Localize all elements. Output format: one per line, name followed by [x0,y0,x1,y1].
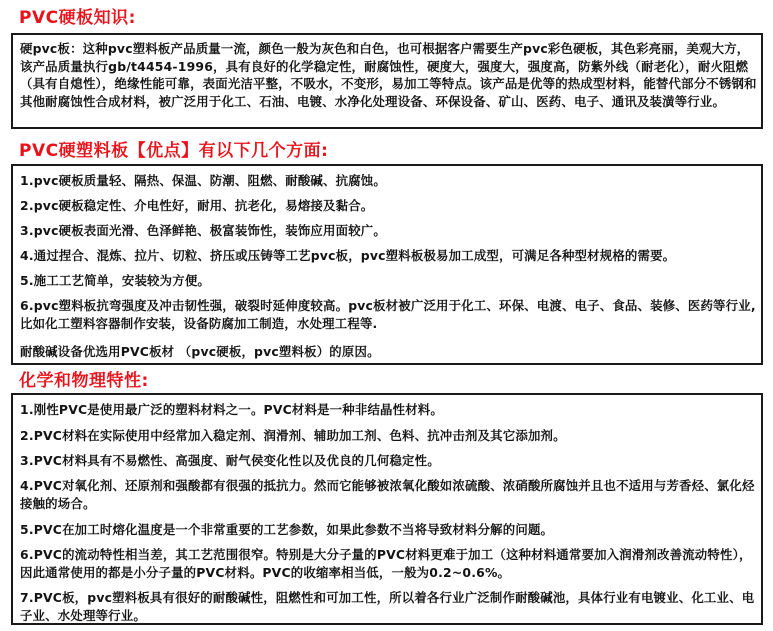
section-title-advantages: PVC硬塑料板【优点】有以下几个方面: [19,141,329,161]
property-item-5: 5.PVC在加工时熔化温度是一个非常重要的工艺参数，如果此参数不当将导致材料分解的问题。 [20,522,554,537]
advantage-item-4: 4.通过捏合、混炼、拉片、切粒、挤压或压铸等工艺pvc板，pvc塑料板极易加工成型，可满足各种型材规格的需要。 [20,248,676,263]
advantage-item-5: 5.施工工艺简单，安装较为方便。 [20,273,210,288]
advantages-footer: 耐酸碱设备优选用PVC板材 （pvc硬板，pvc塑料板）的原因。 [20,344,380,359]
property-item-3: 3.PVC材料具有不易燃性、高强度、耐气侯变化性以及优良的几何稳定性。 [20,453,440,468]
advantage-item-3: 3.pvc硬板表面光滑、色泽鲜艳、极富装饰性，装饰应用面较广。 [20,223,386,238]
pvc-knowledge-paragraph: 硬pvc板：这种pvc塑料板产品质量一流，颜色一般为灰色和白色，也可根据客户需要生产pvc彩色硬板，其色彩亮丽，美观大方，该产品质量执行gb/t4454-1996，具有良好的化学稳定性，耐腐蚀性，硬度大，强度大，强度高，防紫外线（耐老化），耐火阻燃（具有自熄性），绝缘性能可靠，表面光洁平整，不吸水，不变形，易加工等特点。该产品是优等的热成型材料，能替代部分不锈钢和其他耐腐蚀性合成材料，被广泛用于化工、石油、电镀、水净化处理设备、环保设备、矿山、医药、电子、通讯及装潢等行业。 [20,41,757,109]
property-item-6: 6.PVC的流动特性相当差，其工艺范围很窄。特别是大分子量的PVC材料更难于加工（这种材料通常要加入润滑剂改善流动特性），因此通常使用的都是小分子量的PVC材料。PVC的收缩率相当低，一般为0.2~0.6%。 [20,547,752,580]
property-item-1: 1.刚性PVC是使用最广泛的塑料材料之一。PVC材料是一种非结晶性材料。 [20,402,443,417]
advantage-item-6: 6.pvc塑料板抗弯强度及冲击韧性强，破裂时延伸度较高。pvc板材被广泛用于化工、环保、电渡、电子、食品、装修、医药等行业,比如化工塑料容器制作安装，设备防腐加工制造，水处理工程等. [20,298,756,331]
property-item-4: 4.PVC对氧化剂、还原剂和强酸都有很强的抵抗力。然而它能够被浓氧化酸如浓硫酸、浓硝酸所腐蚀并且也不适用与芳香烃、氯化烃接触的场合。 [20,478,755,511]
section-title-pvc-knowledge: PVC硬板知识: [19,8,136,28]
property-item-2: 2.PVC材料在实际使用中经常加入稳定剂、润滑剂、辅助加工剂、色料、抗冲击剂及其它添加剂。 [20,428,566,443]
property-item-7: 7.PVC板，pvc塑料板具有很好的耐酸碱性，阻燃性和可加工性，所以着各行业广泛制作耐酸碱池，具体行业有电镀业、化工业、电子业、水处理等行业。 [20,590,755,623]
section-title-properties: 化学和物理特性: [19,371,149,391]
section-box-advantages [11,164,763,365]
advantage-item-1: 1.pvc硬板质量轻、隔热、保温、防潮、阻燃、耐酸碱、抗腐蚀。 [20,173,386,188]
advantage-item-2: 2.pvc硬板稳定性、介电性好，耐用、抗老化，易熔接及黏合。 [20,198,374,213]
